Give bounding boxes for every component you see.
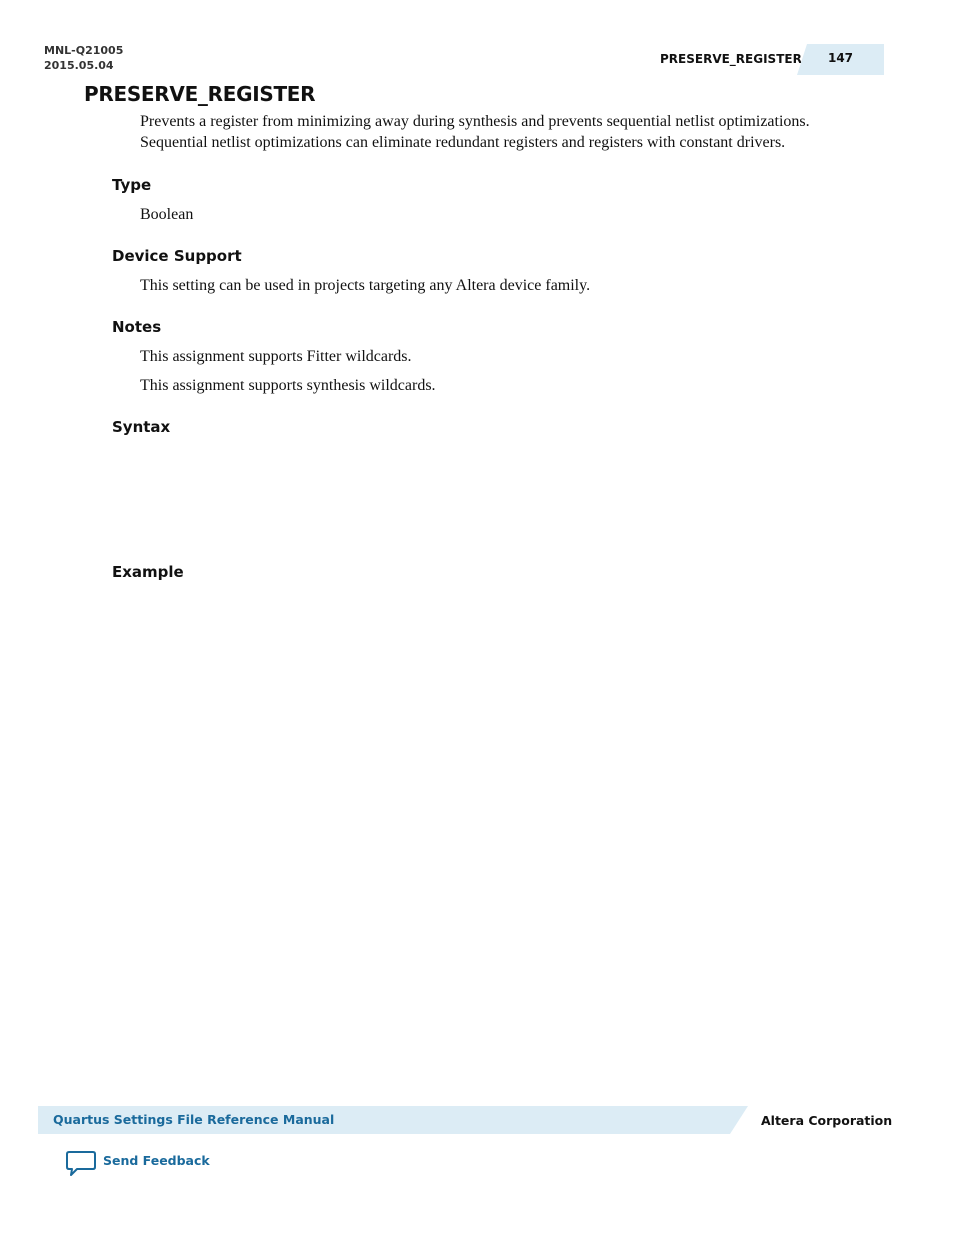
section-description <box>140 111 880 153</box>
device-support-text: This setting can be used in projects targeting any Altera device family. <box>140 277 591 294</box>
section-title: PRESERVE_REGISTER <box>84 82 316 106</box>
speech-bubble-icon[interactable] <box>65 1150 97 1178</box>
page-number: 147 <box>827 51 854 65</box>
footer-manual-title[interactable]: Quartus Settings File Reference Manual <box>53 1112 335 1127</box>
document-date: 2015.05.04 <box>44 59 114 72</box>
document-id <box>44 43 123 73</box>
type-heading: Type <box>112 176 152 194</box>
note-item: This assignment supports Fitter wildcards. <box>140 348 412 365</box>
footer-company: Altera Corporation <box>761 1113 893 1128</box>
example-heading: Example <box>112 563 184 581</box>
notes-heading: Notes <box>112 318 162 336</box>
syntax-heading: Syntax <box>112 418 171 436</box>
description-line: Sequential netlist optimizations can eliminate redundant registers and registers with constant drivers. <box>140 134 786 151</box>
running-title: PRESERVE_REGISTER <box>660 52 802 66</box>
type-value: Boolean <box>140 206 194 223</box>
send-feedback-link[interactable]: Send Feedback <box>103 1153 210 1168</box>
note-item: This assignment supports synthesis wildcards. <box>140 377 436 394</box>
description-line: Prevents a register from minimizing away during synthesis and prevents sequential netlist optimizations. <box>140 113 810 130</box>
document-number: MNL-Q21005 <box>44 44 124 57</box>
device-support-heading: Device Support <box>112 247 242 265</box>
